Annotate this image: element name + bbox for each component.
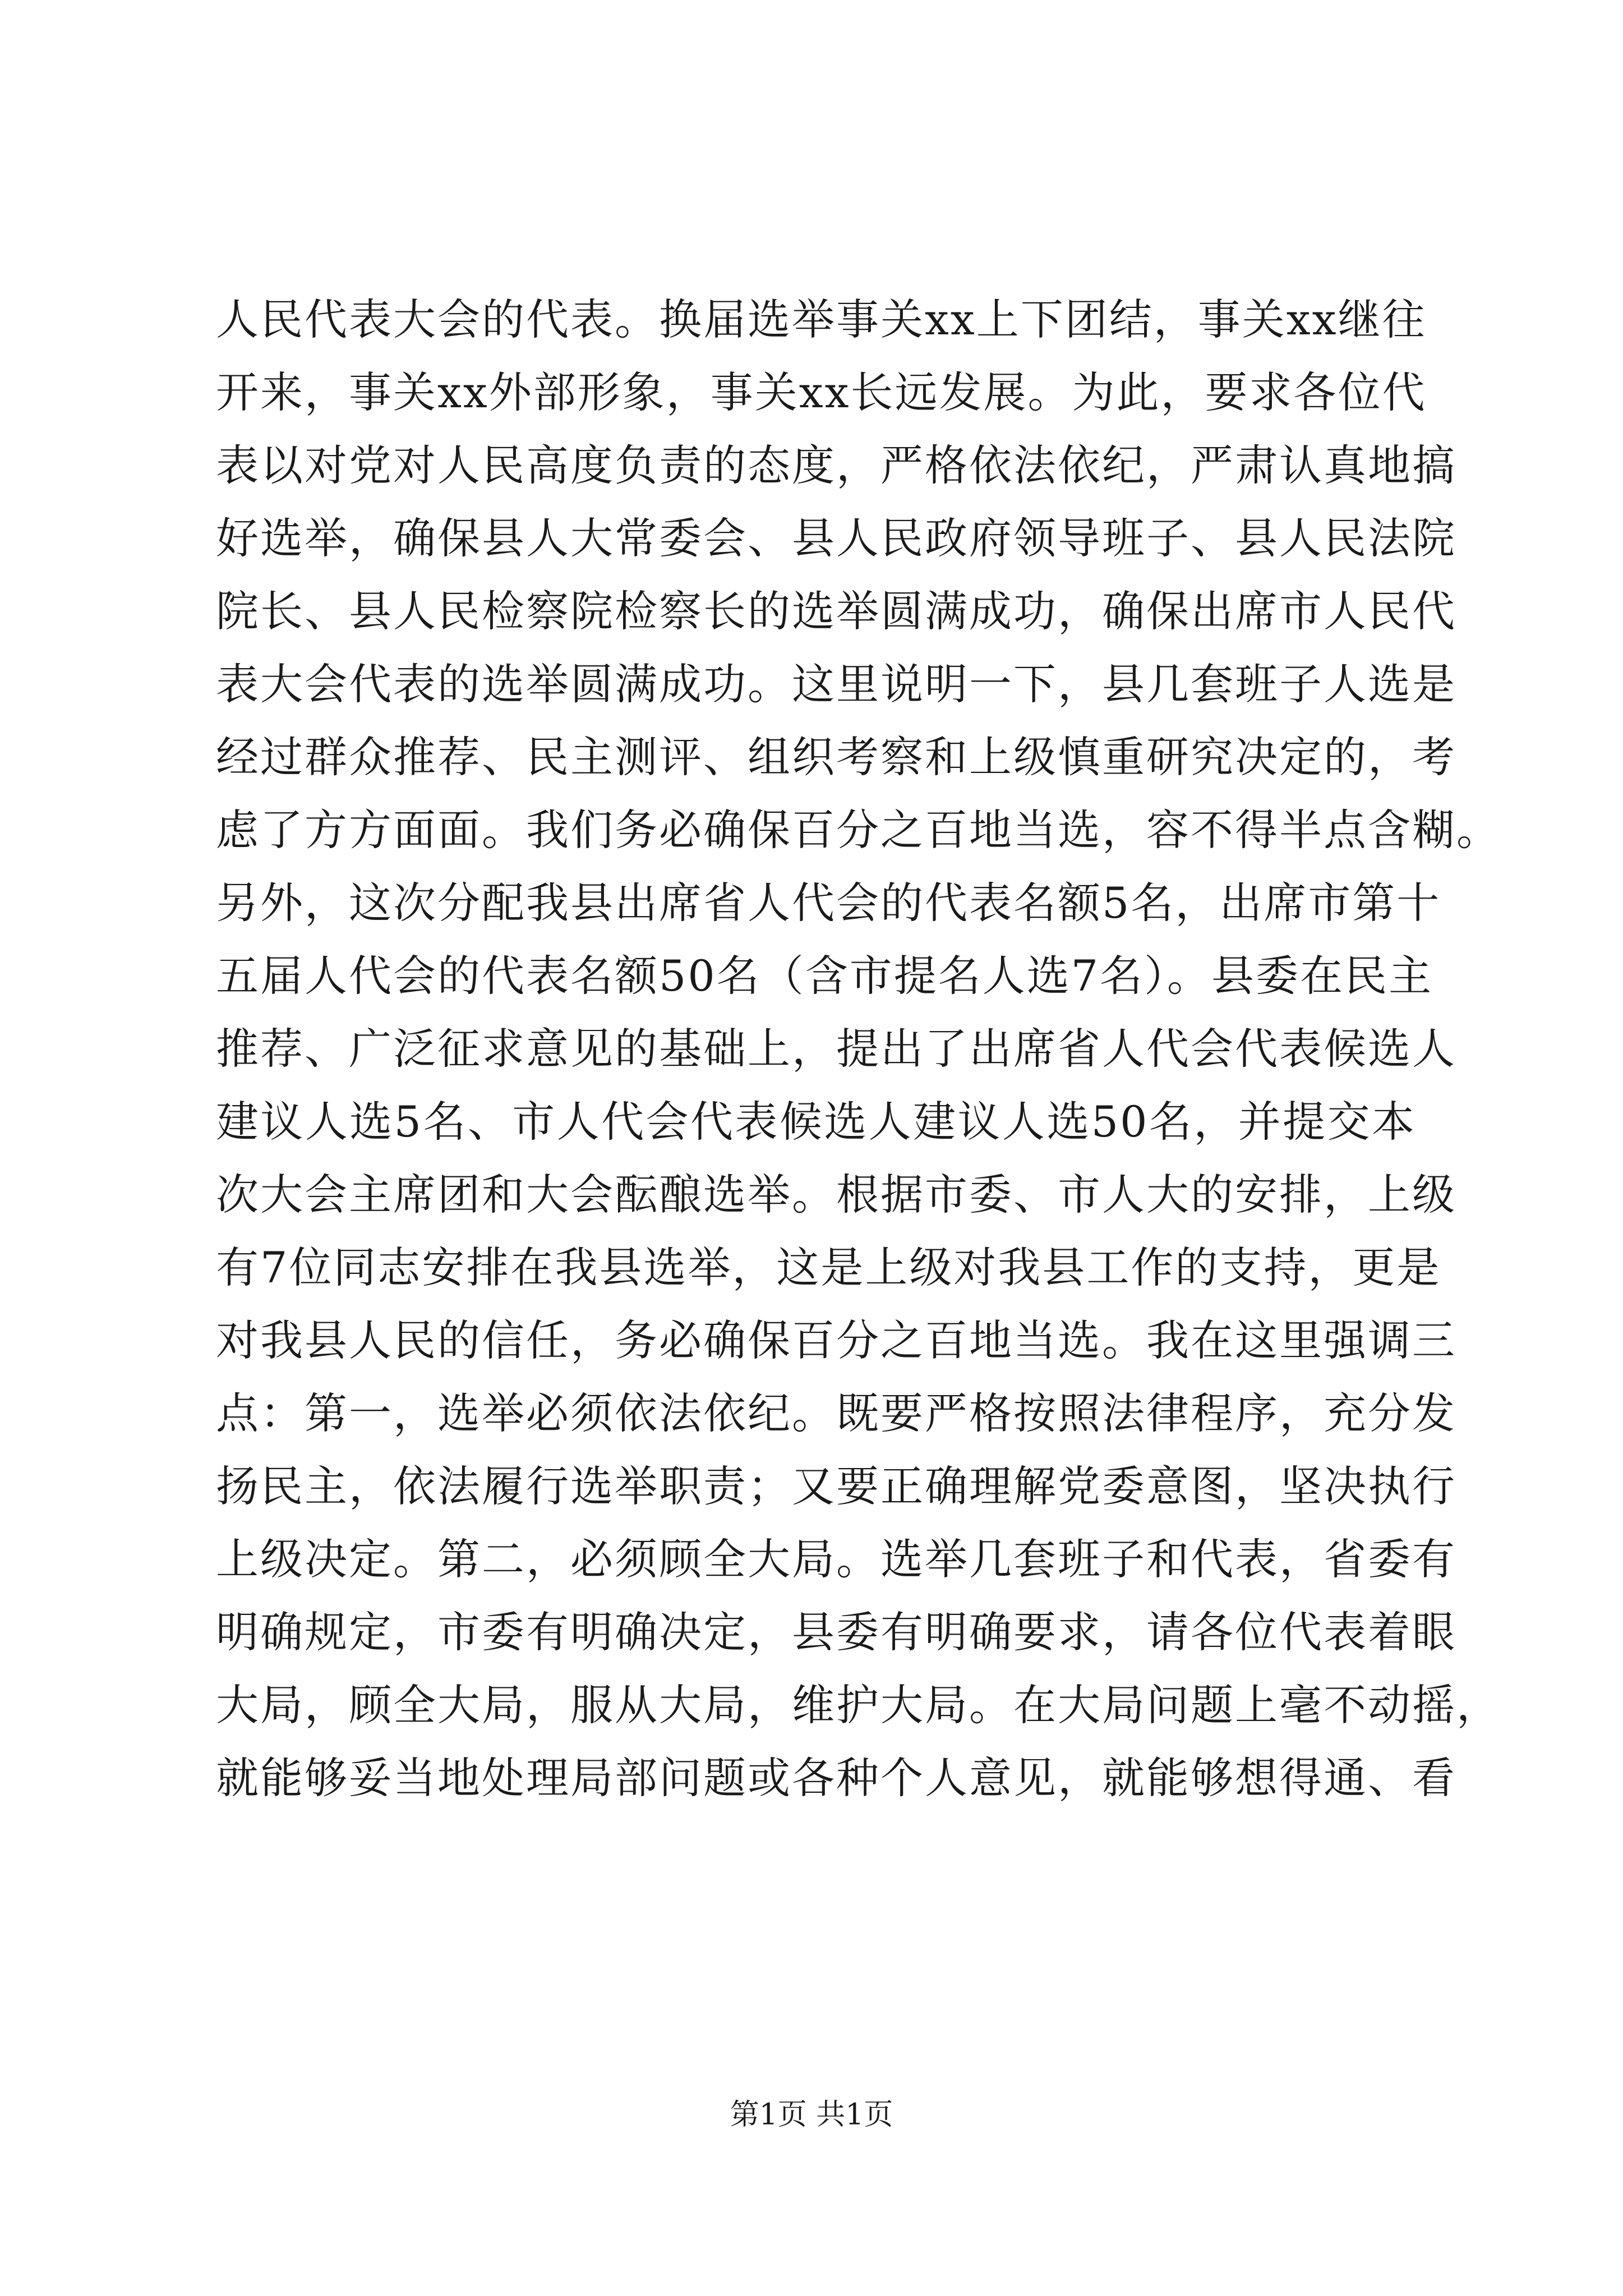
text-line: 就能够妥当地处理局部问题或各种个人意见，就能够想得通、看 xyxy=(216,1753,1456,1803)
text-line: 建议人选5名、市人代会代表候选人建议人选50名，并提交本 xyxy=(216,1097,1416,1147)
text-line: 点：第一，选举必须依法依纪。既要严格按照法律程序，充分发 xyxy=(216,1388,1456,1438)
text-line: 扬民主，依法履行选举职责；又要正确理解党委意图，坚决执行 xyxy=(216,1461,1456,1511)
text-line: 另外，这次分配我县出席省人代会的代表名额5名，出席市第十 xyxy=(216,878,1441,928)
text-line: 对我县人民的信任，务必确保百分之百地当选。我在这里强调三 xyxy=(216,1315,1456,1365)
text-line: 次大会主席团和大会酝酿选举。根据市委、市人大的安排，上级 xyxy=(216,1170,1456,1220)
text-line: 开来，事关xx外部形象，事关xx长远发展。为此，要求各位代 xyxy=(216,367,1427,417)
text-line: 人民代表大会的代表。换届选举事关xx上下团结，事关xx继往 xyxy=(216,295,1427,344)
text-line: 大局，顾全大局，服从大局，维护大局。在大局问题上毫不动摇， xyxy=(216,1680,1501,1730)
text-line: 虑了方方面面。我们务必确保百分之百地当选，容不得半点含糊。 xyxy=(216,805,1501,855)
text-line: 院长、县人民检察院检察长的选举圆满成功，确保出席市人民代 xyxy=(216,586,1456,636)
text-line: 推荐、广泛征求意见的基础上，提出了出席省人代会代表候选人 xyxy=(216,1024,1456,1074)
text-line: 上级决定。第二，必须顾全大局。选举几套班子和代表，省委有 xyxy=(216,1534,1456,1584)
text-line: 表大会代表的选举圆满成功。这里说明一下，县几套班子人选是 xyxy=(216,659,1456,709)
text-line: 好选举，确保县人大常委会、县人民政府领导班子、县人民法院 xyxy=(216,513,1456,563)
page-number-label: 第1页 共1页 xyxy=(730,2098,893,2132)
page-footer xyxy=(0,2095,1623,2134)
text-line: 明确规定，市委有明确决定，县委有明确要求，请各位代表着眼 xyxy=(216,1607,1456,1657)
body-text xyxy=(216,283,1501,1815)
text-line: 有7位同志安排在我县选举，这是上级对我县工作的支持，更是 xyxy=(216,1243,1441,1292)
text-line: 表以对党对人民高度负责的态度，严格依法依纪，严肃认真地搞 xyxy=(216,440,1456,490)
text-line: 五届人代会的代表名额50名（含市提名人选7名）。县委在民主 xyxy=(216,951,1433,1001)
text-line: 经过群众推荐、民主测评、组织考察和上级慎重研究决定的，考 xyxy=(216,732,1456,782)
